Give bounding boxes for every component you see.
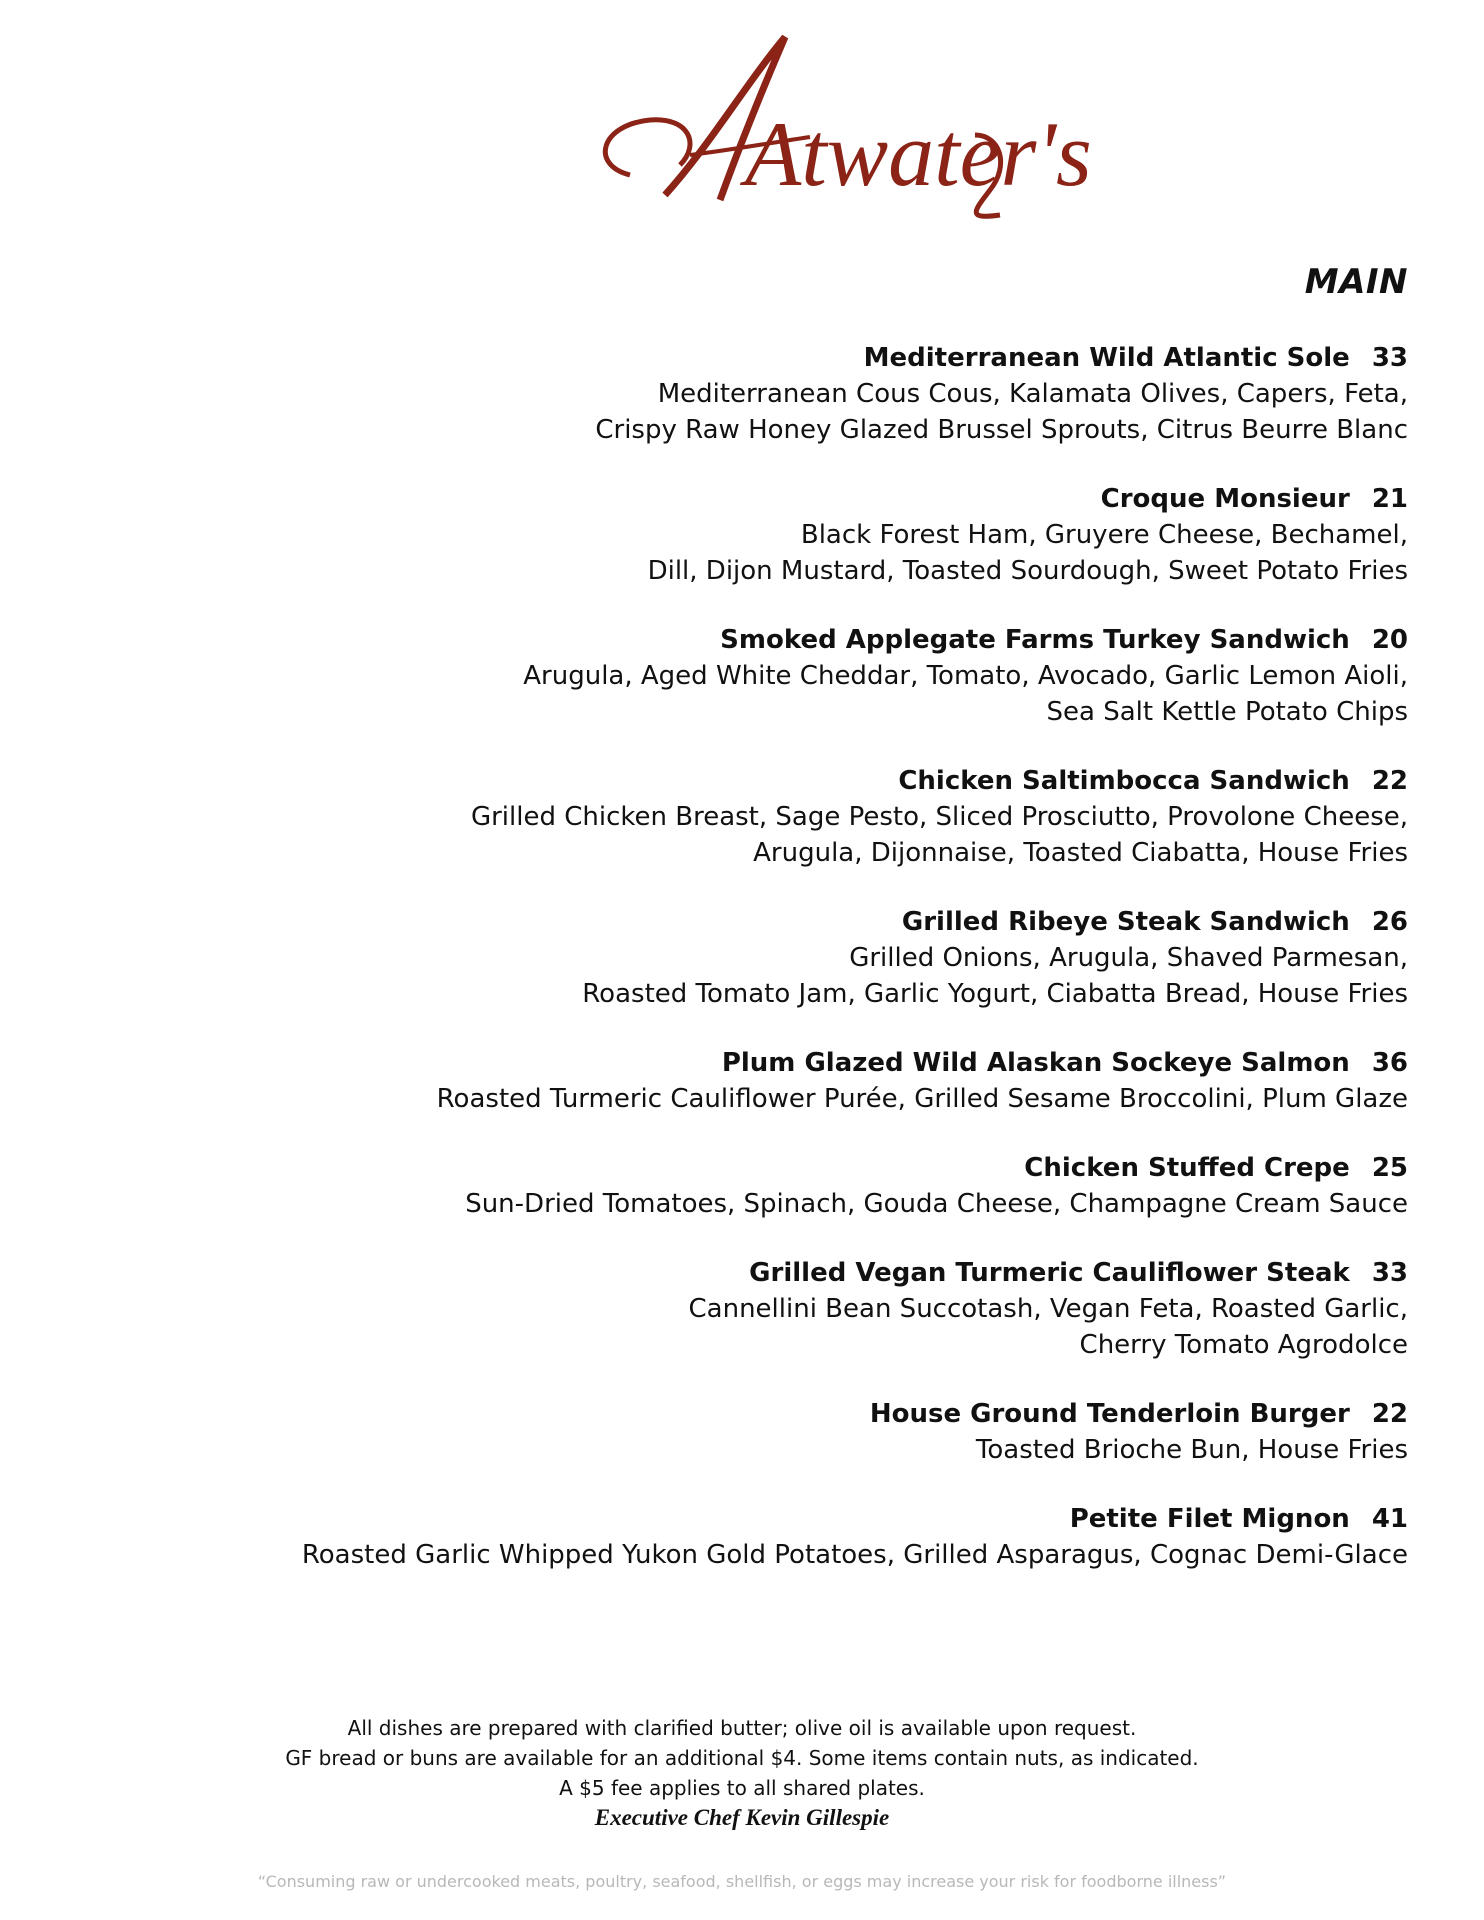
menu-item-price: 25 (1371, 1153, 1408, 1183)
menu-item-name: Grilled Vegan Turmeric Cauliflower Steak (749, 1258, 1350, 1288)
menu-item-name: House Ground Tenderloin Burger (869, 1399, 1350, 1429)
menu-item-price: 20 (1371, 625, 1408, 655)
menu-item (208, 904, 1408, 1012)
menu-item-header (208, 622, 1408, 658)
footer-note-gf: GF bread or buns are available for an additional $4. Some items contain nuts, as indicated. (285, 1746, 1199, 1770)
menu-item-name: Chicken Saltimbocca Sandwich (898, 766, 1350, 796)
menu-item-header (208, 1045, 1408, 1081)
atwaters-logo-wordmark (570, 25, 1092, 235)
menu-item-description: Grilled Chicken Breast, Sage Pesto, Sliced Prosciutto, Provolone Cheese, (470, 802, 1408, 832)
menu-item (208, 763, 1408, 871)
menu-item-description: Arugula, Aged White Cheddar, Tomato, Avocado, Garlic Lemon Aioli, (523, 661, 1408, 691)
menu-item-header (208, 904, 1408, 940)
menu-item-header (208, 1150, 1408, 1186)
menu-item-header (208, 1255, 1408, 1291)
menu-item-price: 22 (1371, 766, 1408, 796)
footer-notes (0, 1713, 1484, 1833)
atwaters-logo (570, 25, 1092, 235)
menu-item-header (208, 763, 1408, 799)
menu-item-description: Roasted Turmeric Cauliflower Purée, Grilled Sesame Broccolini, Plum Glaze (436, 1084, 1408, 1114)
menu-item-description: Dill, Dijon Mustard, Toasted Sourdough, Sweet Potato Fries (647, 556, 1408, 586)
menu-item-price: 36 (1371, 1048, 1408, 1078)
menu-item (208, 1501, 1408, 1573)
menu-item-description: Black Forest Ham, Gruyere Cheese, Bechamel, (800, 520, 1408, 550)
menu-item-price: 21 (1371, 484, 1408, 514)
health-disclaimer: “Consuming raw or undercooked meats, poultry, seafood, shellfish, or eggs may increase your risk for foodborne illness” (257, 1872, 1227, 1891)
menu-item-name: Mediterranean Wild Atlantic Sole (863, 343, 1350, 373)
menu-item-description: Arugula, Dijonnaise, Toasted Ciabatta, House Fries (753, 838, 1408, 868)
menu-item-description: Roasted Garlic Whipped Yukon Gold Potatoes, Grilled Asparagus, Cognac Demi-Glace (301, 1540, 1408, 1570)
logo-flourish-left (605, 120, 690, 175)
logo-text: Atwater's (745, 103, 1092, 205)
menu-item-price: 41 (1371, 1504, 1408, 1534)
menu-item-description: Sea Salt Kettle Potato Chips (1046, 697, 1408, 727)
menu-item-description: Roasted Tomato Jam, Garlic Yogurt, Ciabatta Bread, House Fries (582, 979, 1408, 1009)
menu-item-name: Petite Filet Mignon (1069, 1504, 1350, 1534)
menu-item (208, 340, 1408, 448)
menu-item-header (208, 340, 1408, 376)
menu-item (208, 622, 1408, 730)
menu-item (208, 1045, 1408, 1117)
menu-item-name: Chicken Stuffed Crepe (1024, 1153, 1350, 1183)
section-title: MAIN (1304, 262, 1408, 302)
menu-item-description: Cherry Tomato Agrodolce (1079, 1330, 1408, 1360)
menu-item-header (208, 1396, 1408, 1432)
menu-item-description: Mediterranean Cous Cous, Kalamata Olives, Capers, Feta, (657, 379, 1408, 409)
menu-item (208, 1396, 1408, 1468)
menu-item (208, 1255, 1408, 1363)
menu-item-header (208, 1501, 1408, 1537)
menu-list (208, 340, 1408, 1606)
menu-item (208, 1150, 1408, 1222)
menu-item-name: Croque Monsieur (1100, 484, 1350, 514)
menu-item-header (208, 481, 1408, 517)
menu-item-name: Plum Glazed Wild Alaskan Sockeye Salmon (721, 1048, 1350, 1078)
menu-item-description: Sun-Dried Tomatoes, Spinach, Gouda Cheese, Champagne Cream Sauce (465, 1189, 1408, 1219)
footer-note-shared: A $5 fee applies to all shared plates. (559, 1776, 925, 1800)
menu-item-price: 26 (1371, 907, 1408, 937)
menu-item (208, 481, 1408, 589)
menu-item-description: Cannellini Bean Succotash, Vegan Feta, Roasted Garlic, (688, 1294, 1408, 1324)
menu-item-name: Smoked Applegate Farms Turkey Sandwich (720, 625, 1350, 655)
menu-item-description: Toasted Brioche Bun, House Fries (975, 1435, 1408, 1465)
footer-note-butter: All dishes are prepared with clarified butter; olive oil is available upon request. (347, 1716, 1137, 1740)
executive-chef: Executive Chef Kevin Gillespie (594, 1805, 890, 1830)
menu-item-price: 22 (1371, 1399, 1408, 1429)
menu-item-price: 33 (1371, 343, 1408, 373)
menu-item-description: Grilled Onions, Arugula, Shaved Parmesan, (849, 943, 1408, 973)
menu-item-name: Grilled Ribeye Steak Sandwich (901, 907, 1350, 937)
menu-item-price: 33 (1371, 1258, 1408, 1288)
menu-item-description: Crispy Raw Honey Glazed Brussel Sprouts, Citrus Beurre Blanc (595, 415, 1408, 445)
